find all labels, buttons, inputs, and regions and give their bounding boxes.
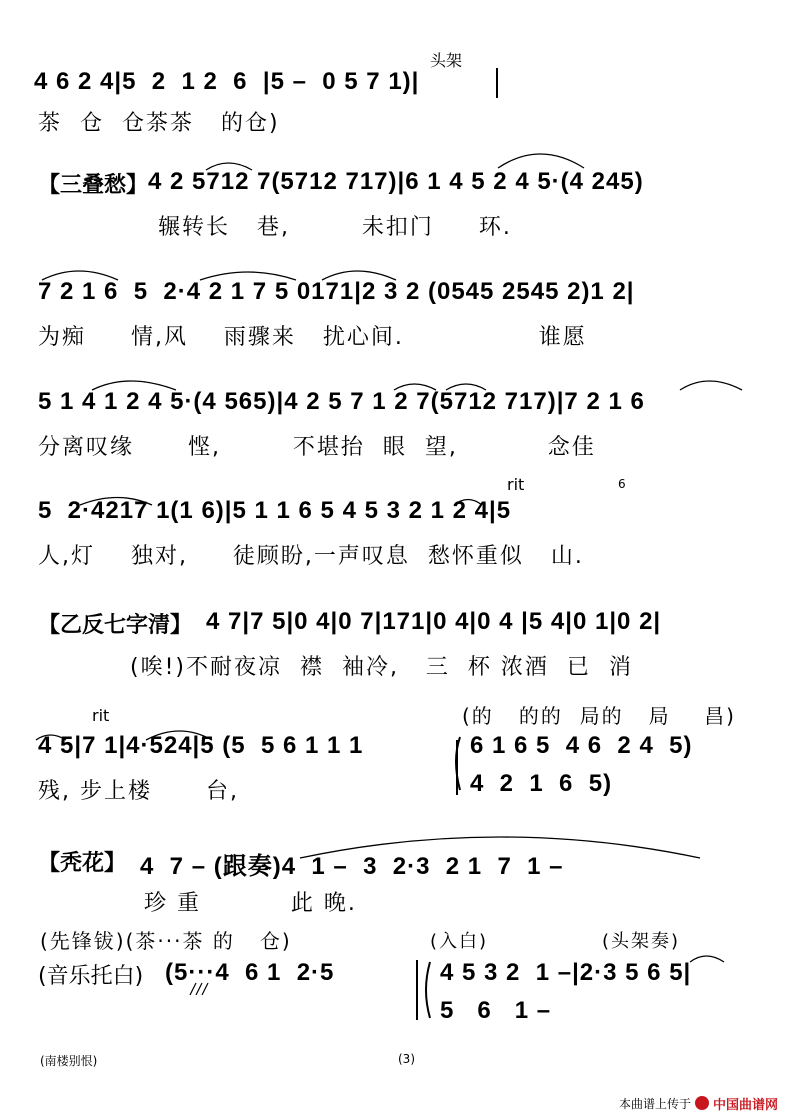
top-text-9c: (头架奏) [602,931,681,952]
section-label-tuhua: 【秃花】 [38,851,127,876]
lyrics-line-1: 茶 仓 仓茶茶 的仓) [38,111,280,136]
double-bar-1 [496,68,498,98]
notation-line-1: 4 6 2 4|5 2 1 2 6 |5 – 0 5 7 1)| [34,68,420,95]
page-number: (3) [398,1052,415,1066]
lyrics-line-3: 为痴 情,风 雨骤来 扰心间. 谁愿 [38,325,587,350]
double-bar-2 [456,740,458,795]
grace-note-6: 6 [618,477,626,491]
notation-line-4: 5 1 4 1 2 4 5·(4 565)|4 2 5 7 1 2 7(5712 717)|7 2 1 6 [38,388,645,415]
site-name: 中国曲谱网 [712,1097,778,1113]
lower-notes-9: 5 6 1 – [440,997,552,1024]
notation-line-6: 4 7|7 5|0 4|0 7|171|0 4|0 4 |5 4|0 1|0 2| [206,608,662,635]
notation-line-3: 7 2 1 6 5 2·4 2 1 7 5 0171|2 3 2 (0545 2545 2)1 2| [38,278,635,305]
lyrics-line-4: 分离叹缘 悭, 不堪抬 眼 望, 念佳 [38,435,596,460]
tempo-mark-head: 头架 [430,51,463,70]
section-label-sandiechou: 【三叠愁】 [38,173,149,198]
lyrics-line-7: 残, 步上楼 台, [38,779,239,804]
double-bar-3 [416,960,418,1020]
lyrics-line-2: 辗转长 巷, 未扣门 环. [158,215,512,240]
upper-notes-7: 6 1 6 5 4 6 2 4 5) [470,732,693,759]
lyrics-line-8: 珍 重 此 晚. [144,891,357,916]
upload-text: 本曲谱上传于 [618,1096,691,1111]
top-text-9b: (入白) [430,931,489,952]
tempo-mark-rit-2: rit [92,706,110,725]
upper-text-7: (的 的的 局的 局 昌) [462,704,736,728]
tempo-mark-rit: rit [507,475,525,494]
upper-notes-9: 4 5 3 2 1 –|2·3 5 6 5| [440,959,692,986]
section-label-yifanqiziqing: 【乙反七字清】 [38,613,193,638]
notation-line-9: (5···4 6 1 2·5 [165,959,335,986]
notation-line-7: 4 5|7 1|4·524|5 (5 5 6 1 1 1 [38,732,364,759]
notation-line-8: 4 7 – (跟奏)4 1 – 3 2·3 2 1 7 1 – [140,853,564,880]
site-logo-icon [695,1096,709,1110]
footer-title: (南楼别恨) [40,1054,98,1068]
top-text-9a: (先锋钹)(茶···茶 的 仓) [40,929,292,953]
lyrics-line-5: 人,灯 独对, 徒顾盼,一声叹息 愁怀重似 山. [38,544,584,569]
section-label-yinyuetuobai: (音乐托白) [38,964,144,989]
notation-line-2: 4 2 5712 7(5712 717)|6 1 4 5 2 4 5·(4 245) [148,168,644,195]
site-watermark [619,1094,778,1112]
lower-notes-7: 4 2 1 6 5) [470,770,613,797]
lyrics-line-6: (唉!)不耐夜凉 襟 袖冷, 三 杯 浓酒 已 消 [130,655,633,680]
notation-line-5: 5 2·4217 1(1 6)|5 1 1 6 5 4 5 3 2 1 2 4|5 [38,497,512,524]
